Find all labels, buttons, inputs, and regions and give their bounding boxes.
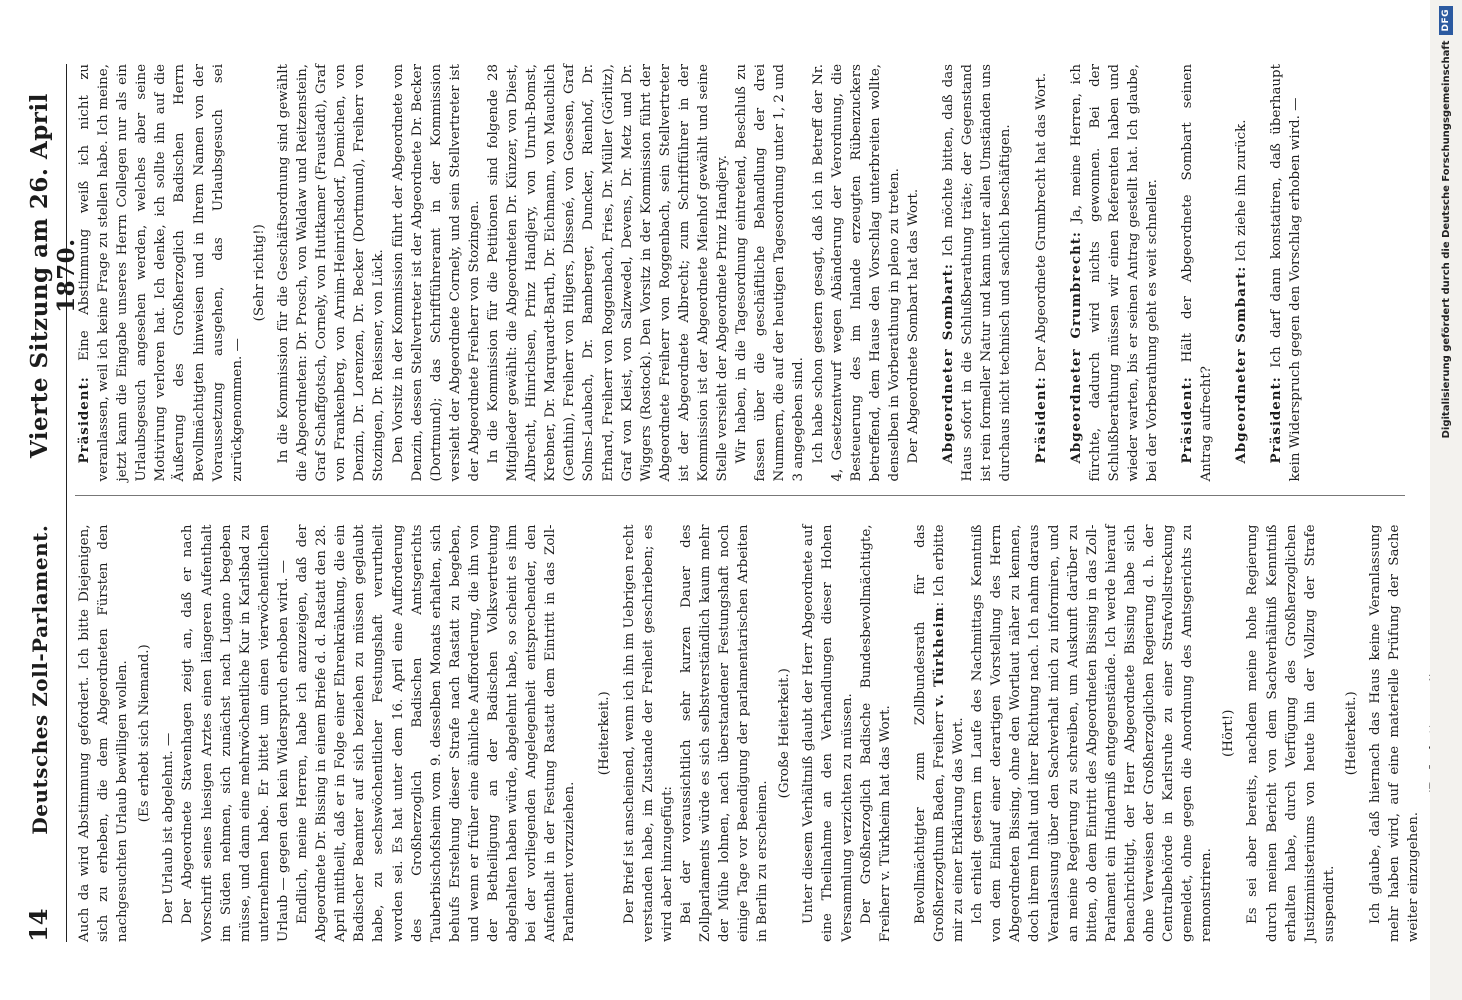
paragraph: Wir haben, in die Tagesordnung eintretend, Beschluß zu fassen über die geschäftliche Behandlung der drei Nummern, die auf der heutigen Tagesordnung unter 1, 2 und 3 angegeben sind. <box>734 64 807 482</box>
speaker-name: Präsident: <box>1268 376 1285 464</box>
dfg-strip <box>1430 0 1462 1000</box>
dfg-logo: DFG <box>1439 6 1453 35</box>
speaker-paragraph: Abgeordneter Grumbrecht: Ja, meine Herren, ich fürchte, dadurch wird nichts gewonnen. Bei der Schlußberathung müssen wir einen Referenten haben und wieder warten, bis er seinen Antrag gestellt hat. Ich glaube, bei der Vorberathung geht es weit schneller. <box>1067 63 1160 482</box>
paragraph: Auch da wird Abstimmung gefordert. Ich bitte Diejenigen, sich zu erheben, die dem Abgeordneten Fürsten den nachgesuchten Urlaub bewilligen wollen. <box>77 524 131 942</box>
speaker-name: Präsident: <box>1032 376 1049 464</box>
speaker-name: Abgeordneter Sombart: <box>940 263 957 464</box>
paragraph: Ich habe schon gestern gesagt, daß ich in Betreff der Nr. 4, Gesetzentwurf wegen Abänderung der Verordnung, die Besteuerung des im Inlande erzeugten Rübenzuckers betreffend, dem Hause den Vorschlag unterbreiten wollte, denselben in Vorberathung in pleno zu treten. <box>810 64 902 482</box>
interjection: (Heiterkeit.) <box>597 691 613 776</box>
running-title-left: Deutsches Zoll-Parlament. <box>28 524 52 835</box>
running-title-right: Vierte Sitzung am 26. April 1870. <box>26 93 80 459</box>
paragraph: Unter diesem Verhältniß glaubt der Herr Abgeordnete auf eine Theilnahme an den Verhandlungen dieser Hohen Versammlung verzichten zu müssen. <box>801 524 855 942</box>
paragraph: Der Abgeordnete Sombart hat das Wort. <box>906 188 922 464</box>
text-columns <box>75 63 1422 942</box>
page-header <box>24 64 80 942</box>
paragraph: Ich glaube, daß hiernach das Haus keine Veranlassung mehr haben wird, auf eine materielle Prüfung der Sache weiter einzugehen. <box>1368 524 1422 942</box>
speaker-name: Präsident: <box>76 376 92 464</box>
speaker-paragraph: Abgeordneter Sombart: Ich möchte bitten, daß das Haus sofort in die Schlußberathung träte; der Gegenstand ist rein formeller Natur und kann unter allen Umständen uns durchaus nicht technisch und sachlich beschäftigen. <box>940 63 1014 482</box>
speaker-paragraph: Präsident: Ich darf dann konstatiren, daß überhaupt kein Widerspruch gegen den Vorschlag erhoben wird. — <box>1268 64 1304 482</box>
paragraph: Bei der voraussichtlich sehr kurzen Dauer des Zollparlaments würde es sich selbstverständlich kaum mehr der Mühe lohnen, nach überstandener Festungshaft noch einige Tage vor Beendigung der parlamentarischen Arbeiten in Berlin zu erscheinen. <box>678 524 771 942</box>
paragraph: Der Großherzoglich Badische Bundesbevollmächtigte, Freiherr v. Türkheim hat das Wort. <box>858 524 893 942</box>
right-column <box>75 64 1405 497</box>
interjection: (Es erhebt sich Niemand.) <box>137 644 153 823</box>
page-number: 14 <box>24 908 53 942</box>
speaker-name: Abgeordneter Grumbrecht: <box>1067 231 1084 464</box>
dfg-funding-note: Digitalisierung gefördert durch die Deutsche Forschungsgemeinschaft <box>1440 40 1452 439</box>
speaker-name: v. Türkheim <box>930 606 947 707</box>
speaker-paragraph: Bevollmächtigter zum Zollbundesrath für das Großherzogthum Baden, Freiherr v. Türkheim: Ich erbitte mir zu einer Erklärung das Wort. <box>912 524 967 942</box>
paragraph: Ich erhielt gestern im Laufe des Nachmittags Kenntniß von dem Einlauf einer derartigen Vorstellung des Herrn Abgeordneten Bissing, ohne den Wortlaut näher zu kennen, doch ihrem Inhalt und ihrer Richtung nach. Ich nahm daraus Veranlassung über den Sachverhalt mich zu informiren, und an meine Regierung zu schreiben, um Auskunft darüber zu bitten, ob dem Eintritt des Abgeordneten Bissing in das Zoll-Parlament ein Hinderniß entgegenstände. Ich werde hierauf benachrichtigt, der Herr Abgeordnete Bissing habe sich ohne Verweisen der Großherzoglichen Regierung d. h. der Centralbehörde in Karlsruhe zu einer Strafvollstreckung gemeldet, ohne gegen die Anordnung des Amtsgerichts zu remonstriren. <box>970 524 1215 942</box>
paragraph: Es sei aber bereits, nachdem meine hohe Regierung durch meinen Bericht von dem Sachverhältniß Kenntniß erhalten habe, durch Verfügung des Großherzoglichen Justizministeriums von heute hin der Vollzug der Strafe suspendirt. <box>1245 524 1337 942</box>
left-column <box>75 524 1422 943</box>
paragraph: Endlich, meine Herren, habe ich anzuzeigen, daß der Abgeordnete Dr. Bissing in einem Briefe d. d. Rastatt den 28. April mittheilt, daß er in Folge einer Ehrenkränkung, die ein Badischer Beamter auf sich beziehen zu müssen geglaubt habe, zu sechswöchentlicher Festungshaft verurtheilt worden sei. Es hat unter dem 16. April eine Aufforderung des Großherzoglich Badischen Amtsgerichts Tauberbischofsheim vom 9. desselben Monats erhalten, sich behufs Erstehung dieser Strafe nach Rastatt zu begeben, und wenn er früher eine ähnliche Aufforderung, die ihn von der Betheiligung an der Badischen Volksvertretung abgehalten haben würde, abgelehnt habe, so scheint es ihm bei der vorliegenden Angelegenheit entsprechender, den Aufenthalt in der Festung Rastatt dem Eintritt in das Zoll-Parlament vorzuziehen. <box>295 524 578 942</box>
interjection: (Heiterkeit.) <box>1343 691 1359 776</box>
paragraph: Der Abgeordnete Stavenhagen zeigt an, daß er nach Vorschrift seines hiesigen Arztes einen längeren Aufenthalt im Süden nehmen, sich zunächst nach Lugano begeben müsse, und dann eine mehrwöchentliche Kur in Karlsbad zu unternehmen habe. Er bittet um einen vierwöchentlichen Urlaub — gegen den kein Widerspruch erhoben wird. — <box>180 524 291 942</box>
speaker-paragraph: Präsident: Der Abgeordnete Grumbrecht hat das Wort. <box>1032 72 1049 464</box>
interjection: (Sehr richtig!) <box>251 224 267 322</box>
speaker-name: Präsident: <box>1179 376 1196 464</box>
paragraph: Der Brief ist anscheinend, wenn ich ihn im Uebrigen recht verstanden habe, im Zustande der Freiheit geschrieben; es wird aber hinzugefügt: <box>621 524 675 942</box>
paragraph: Der Urlaub ist abgelehnt. — <box>161 732 177 924</box>
speaker-paragraph: Präsident: Hält der Abgeordnete Sombart seinen Antrag aufrecht? <box>1179 64 1215 482</box>
interjection: (Große Heiterkeit.) <box>777 668 793 799</box>
paragraph: In die Kommission für die Geschäftsordnung sind gewählt die Abgeordneten: Dr. Prosch, von Waldaw und Reitzenstein, Graf Schaffgotsch, Cornely, von Huttkamer (Fraustadt), Graf von Frankenberg, von Arnim-Heinrichsdorf, Demichen, von Denzin, Dr. Lorenzen, Dr. Becker (Dortmund), Freiherr von Stozingen, Dr. Reissner, von Lück. <box>275 64 387 482</box>
speaker-paragraph: Präsident: Eine Abstimmung weiß ich nicht zu veranlassen, weil ich keine Frage zu stellen habe. Ich meine, jetzt kann die Eingabe unseres Herrn Collegen nur als ein Urlaubsgesuch angesehen werden, welches aber seine Motivirung verloren hat. Ich denke, ich sollte ihn auf die Äußerung des Großherzoglich Badischen Herrn Bevollmächtigten hinweisen und in Ihrem Namen von der Voraussetzung ausgehen, das Urlaubsgesuch sei zurückgenommen. — <box>76 64 245 482</box>
interjection: (Hört!) <box>1221 709 1237 757</box>
speaker-name: Abgeordneter Sombart: <box>1233 265 1250 464</box>
speaker-paragraph: Abgeordneter Sombart: Ich ziehe ihn zurück. <box>1233 119 1250 464</box>
paragraph: Den Vorsitz in der Kommission führt der Abgeordnete von Denzin, dessen Stellvertreter ist der Abgeordnete Dr. Becker (Dortmund); das Schriftführeramt in der Kommission versieht der Abgeordnete Cornely, und sein Stellvertreter ist der Abgeordnete Freiherr von Stozingen. <box>390 64 482 482</box>
paragraph: In die Kommission für die Petitionen sind folgende 28 Mitglieder gewählt: die Abgeordneten Dr. Künzer, von Diest, Albrecht, Hinrichsen, Prinz Handjery, von Unruh-Bomst, Krebner, Dr. Marquardt-Barth, Dr. Eichmann, von Mauchlich (Genthin), Freiherr von Hilgers, Dissené, von Goessen, Graf Solms-Laubach, Dr. Bamberger, Duncker, Rienhof, Dr. Erhard, Freiherr von Roggenbach, Fries, Dr. Müller (Görlitz), Graf von Kleist, von Salzwedel, Devens, Dr. Metz und Dr. Wiggers (Rostock). Den Vorsitz in der Kommission führt der Abgeordnete Freiherr von Roggenbach, sein Stellvertreter ist der Abgeordnete Albrecht; zum Schriftführer in der Kommission ist der Abgeordnete Mienhof gewählt und seine Stelle versieht der Abgeordnete Prinz Handjery. <box>485 64 731 482</box>
